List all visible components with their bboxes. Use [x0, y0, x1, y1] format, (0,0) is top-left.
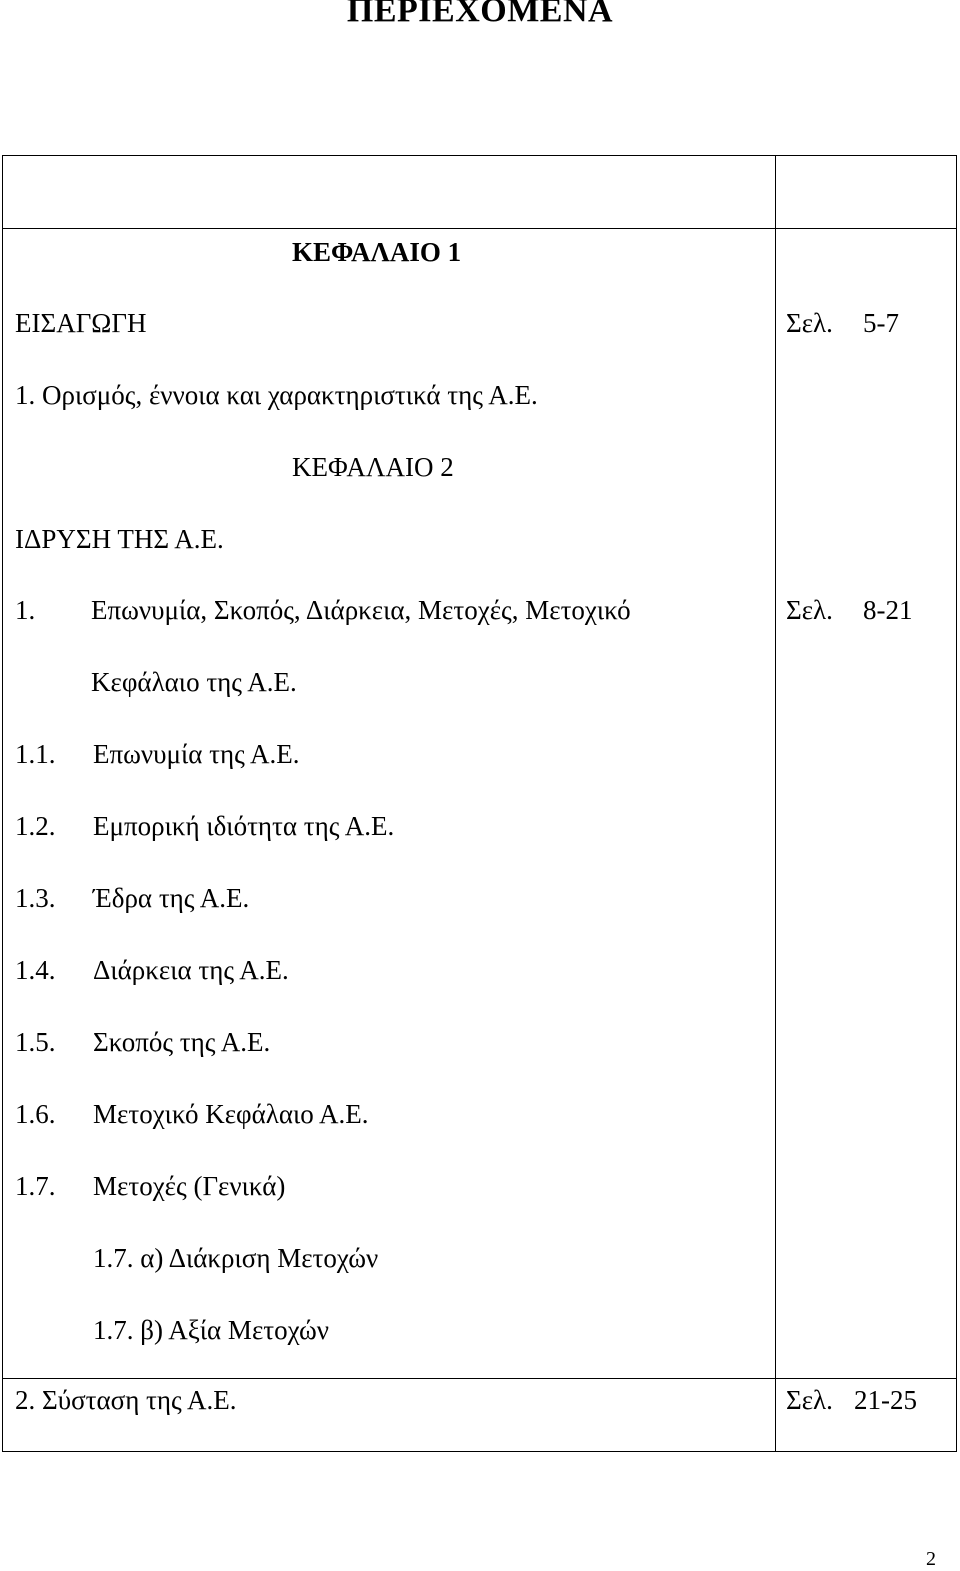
- last-row-pages-cell: [776, 1379, 957, 1452]
- page-number: 2: [926, 1548, 936, 1570]
- chapter2-heading: ΚΕΦΑΛΑΙΟ 2: [292, 452, 454, 482]
- chapter2-pages-label: Σελ.: [786, 595, 833, 625]
- blank-cell-right: [776, 156, 957, 229]
- subitem-number: 1.4.: [15, 955, 56, 985]
- chapter1-pages-label: Σελ.: [786, 308, 833, 338]
- subitem-number: 1.7.: [15, 1171, 56, 1201]
- chapter2-section-title: ΙΔΡΥΣΗ ΤΗΣ Α.Ε.: [15, 524, 224, 554]
- contents-cell: [3, 229, 776, 1379]
- chapter2-pages: 8-21: [863, 595, 913, 625]
- chapter1-item1: 1. Ορισμός, έννοια και χαρακτηριστικά της Α.Ε.: [15, 380, 538, 410]
- subitem-number: 1.2.: [15, 811, 56, 841]
- page-title: ΠΕΡΙΕΧΟΜΕΝΑ: [346, 0, 614, 29]
- pages-cell: [776, 229, 957, 1379]
- last-row-text: 2. Σύσταση της Α.Ε.: [15, 1385, 237, 1415]
- last-row-pages: 21-25: [854, 1385, 917, 1415]
- chapter2-item1-number: 1.: [15, 595, 36, 625]
- subsubitem-text: 1.7. α) Διάκριση Μετοχών: [93, 1243, 379, 1273]
- chapter2-item1-line1: Επωνυμία, Σκοπός, Διάρκεια, Μετοχές, Μετοχικό: [91, 595, 631, 625]
- subitem-text: Διάρκεια της Α.Ε.: [93, 955, 289, 985]
- subitem-number: 1.1.: [15, 739, 56, 769]
- subitem-text: Επωνυμία της Α.Ε.: [93, 739, 300, 769]
- chapter1-section-title: ΕΙΣΑΓΩΓΗ: [15, 308, 147, 338]
- last-row-pages-label: Σελ.: [786, 1385, 833, 1415]
- subitem-text: Μετοχικό Κεφάλαιο Α.Ε.: [93, 1099, 369, 1129]
- last-row-cell: [3, 1379, 776, 1452]
- blank-cell-left: [3, 156, 776, 229]
- subitem-number: 1.6.: [15, 1099, 56, 1129]
- subitem-text: Έδρα της Α.Ε.: [93, 883, 250, 913]
- contents-table: [2, 155, 957, 1452]
- blank-row: [3, 156, 957, 229]
- last-row: [3, 1379, 957, 1452]
- subitem-number: 1.5.: [15, 1027, 56, 1057]
- chapter2-item1-line2: Κεφάλαιο της Α.Ε.: [91, 667, 297, 697]
- main-row: [3, 229, 957, 1379]
- subitem-text: Σκοπός της Α.Ε.: [93, 1027, 271, 1057]
- subsubitem-text: 1.7. β) Αξία Μετοχών: [93, 1315, 329, 1345]
- subitem-number: 1.3.: [15, 883, 56, 913]
- subitem-text: Εμπορική ιδιότητα της Α.Ε.: [93, 811, 395, 841]
- chapter1-heading: ΚΕΦΑΛΑΙΟ 1: [292, 237, 462, 267]
- subitem-text: Μετοχές (Γενικά): [93, 1171, 286, 1201]
- chapter1-pages: 5-7: [863, 308, 899, 338]
